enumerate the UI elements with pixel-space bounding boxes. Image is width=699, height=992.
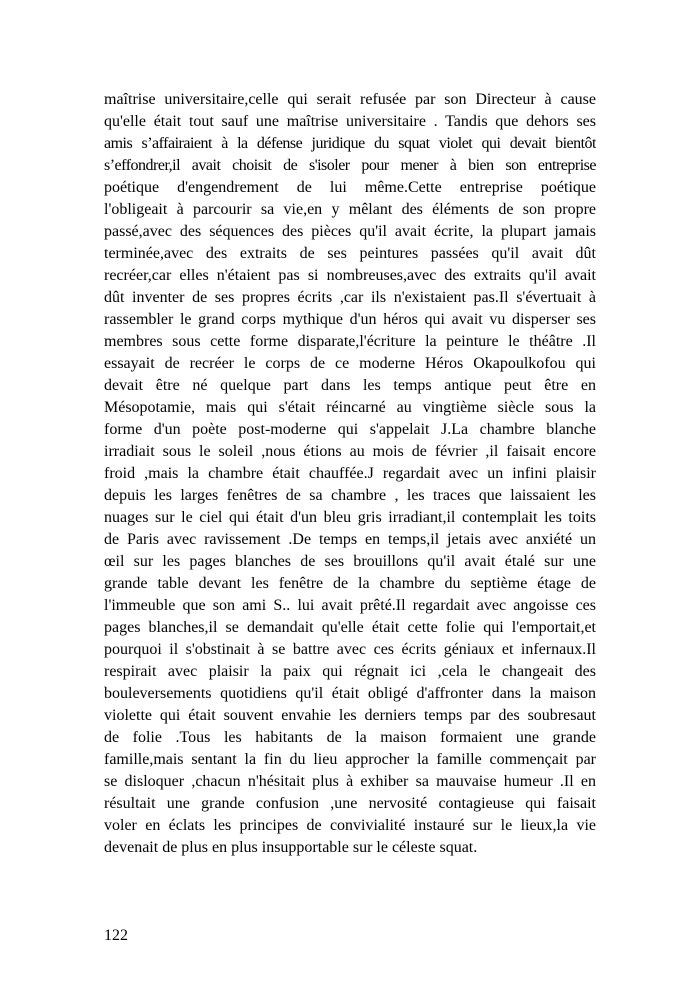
text-line: passé,avec des séquences des pièces qu'il avait écrite, la plupart jamais bbox=[104, 223, 596, 240]
text-line: de folie .Tous les habitants de la maison formaient une grande bbox=[104, 729, 596, 746]
text-line: rassembler le grand corps mythique d'un héros qui avait vu disperser ses bbox=[104, 311, 596, 328]
text-line: depuis les larges fenêtres de sa chambre , les traces que laissaient les bbox=[104, 487, 596, 504]
text-line: l'obligeait à parcourir sa vie,en y mêlant des éléments de son propre bbox=[104, 201, 596, 218]
text-line: famille,mais sentant la fin du lieu approcher la famille commençait par bbox=[104, 751, 596, 768]
text-line: œil sur les pages blanches de ses brouillons qu'il avait étalé sur une bbox=[104, 553, 596, 570]
paragraph-block bbox=[104, 89, 596, 859]
text-line: devait être né quelque part dans les temps antique peut être en bbox=[104, 377, 596, 394]
text-line: violette qui était souvent envahie les derniers temps par des soubresaut bbox=[104, 707, 596, 724]
text-line: voler en éclats les principes de convivialité instauré sur le lieux,la vie bbox=[104, 817, 596, 834]
text-line: dût inventer de ses propres écrits ,car ils n'existaient pas.Il s'évertuait à bbox=[104, 289, 596, 306]
text-line: forme d'un poète post-moderne qui s'appelait J.La chambre blanche bbox=[104, 421, 596, 438]
text-line: devenait de plus en plus insupportable sur le céleste squat. bbox=[104, 839, 478, 856]
text-line: amis s’affairaient à la défense juridique du squat violet qui devait bientôt bbox=[104, 135, 596, 152]
text-line: froid ,mais la chambre était chauffée.J regardait avec un infini plaisir bbox=[104, 465, 596, 482]
text-line: s’effondrer,il avait choisit de s'isoler pour mener à bien son entreprise bbox=[104, 157, 596, 174]
text-line: se disloquer ,chacun n'hésitait plus à exhiber sa mauvaise humeur .Il en bbox=[104, 773, 596, 790]
text-line: Mésopotamie, mais qui s'était réincarné au vingtième siècle sous la bbox=[104, 399, 596, 416]
text-line: irradiait sous le soleil ,nous étions au mois de février ,il faisait encore bbox=[104, 443, 596, 460]
text-line: qu'elle était tout sauf une maîtrise universitaire . Tandis que dehors ses bbox=[104, 113, 596, 130]
text-line: recréer,car elles n'étaient pas si nombreuses,avec des extraits qu'il avait bbox=[104, 267, 596, 284]
text-line: respirait avec plaisir la paix qui régnait ici ,cela le changeait des bbox=[104, 663, 596, 680]
text-line: pourquoi il s'obstinait à se battre avec ces écrits géniaux et infernaux.Il bbox=[104, 641, 596, 658]
text-line: grande table devant les fenêtre de la chambre du septième étage de bbox=[104, 575, 596, 592]
text-line: pages blanches,il se demandait qu'elle était cette folie qui l'emportait,et bbox=[104, 619, 596, 636]
text-line: terminée,avec des extraits de ses peintures passées qu'il avait dût bbox=[104, 245, 596, 262]
text-line: maîtrise universitaire,celle qui serait refusée par son Directeur à cause bbox=[104, 91, 596, 108]
text-line: membres sous cette forme disparate,l'écriture la peinture le théâtre .Il bbox=[104, 333, 596, 350]
text-line: résultait une grande confusion ,une nervosité contagieuse qui faisait bbox=[104, 795, 596, 812]
text-line: poétique d'engendrement de lui même.Cette entreprise poétique bbox=[104, 179, 596, 196]
text-line: essayait de recréer le corps de ce moderne Héros Okapoulkofou qui bbox=[104, 355, 596, 372]
text-line: bouleversements quotidiens qu'il était obligé d'affronter dans la maison bbox=[104, 685, 596, 702]
text-line: nuages sur le ciel qui était d'un bleu gris irradiant,il contemplait les toits bbox=[104, 509, 596, 526]
text-line: l'immeuble que son ami S.. lui avait prêté.Il regardait avec angoisse ces bbox=[104, 597, 596, 614]
page-number: 122 bbox=[104, 927, 128, 944]
text-line: de Paris avec ravissement .De temps en temps,il jetais avec anxiété un bbox=[104, 531, 596, 548]
